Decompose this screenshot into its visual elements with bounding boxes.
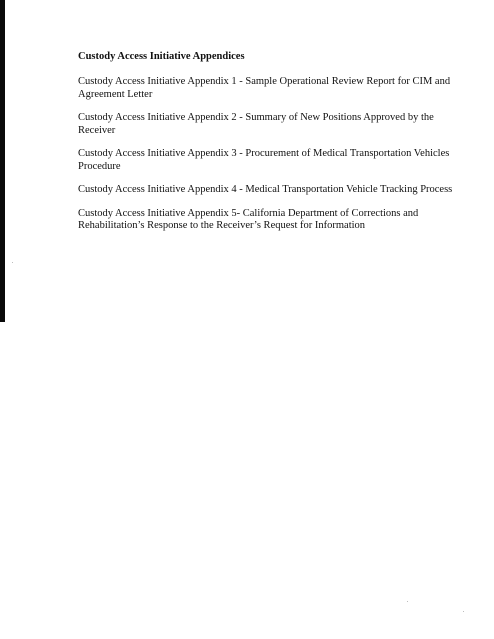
document-heading: Custody Access Initiative Appendices xyxy=(78,51,245,62)
appendix-entry-1 xyxy=(78,76,458,101)
appendix-entry-5 xyxy=(78,208,458,233)
scan-speck xyxy=(463,611,464,612)
appendix-1-line-2: Agreement Letter xyxy=(78,88,153,100)
appendix-entry-2 xyxy=(78,112,458,137)
scan-speck xyxy=(12,262,13,263)
appendix-2-line-2: Receiver xyxy=(78,124,116,136)
appendix-3-line-2: Procedure xyxy=(78,160,121,172)
appendix-1-line-1: Custody Access Initiative Appendix 1 - Sample Operational Review Report for CIM and xyxy=(78,76,451,87)
scan-edge-mark xyxy=(0,0,5,322)
appendix-entry-4 xyxy=(78,184,458,197)
appendix-2-line-1: Custody Access Initiative Appendix 2 - Summary of New Positions Approved by the xyxy=(78,112,434,123)
appendix-entry-3 xyxy=(78,148,458,173)
appendix-4-line-1: Custody Access Initiative Appendix 4 - Medical Transportation Vehicle Tracking Process xyxy=(78,184,453,195)
appendix-3-line-1: Custody Access Initiative Appendix 3 - Procurement of Medical Transportation Vehicles xyxy=(78,148,450,159)
appendix-5-line-1: Custody Access Initiative Appendix 5- California Department of Corrections and xyxy=(78,207,419,219)
scan-speck xyxy=(407,601,408,602)
document-body xyxy=(78,50,458,244)
appendix-5-line-2: Rehabilitation’s Response to the Receiver’s Request for Information xyxy=(78,220,366,231)
